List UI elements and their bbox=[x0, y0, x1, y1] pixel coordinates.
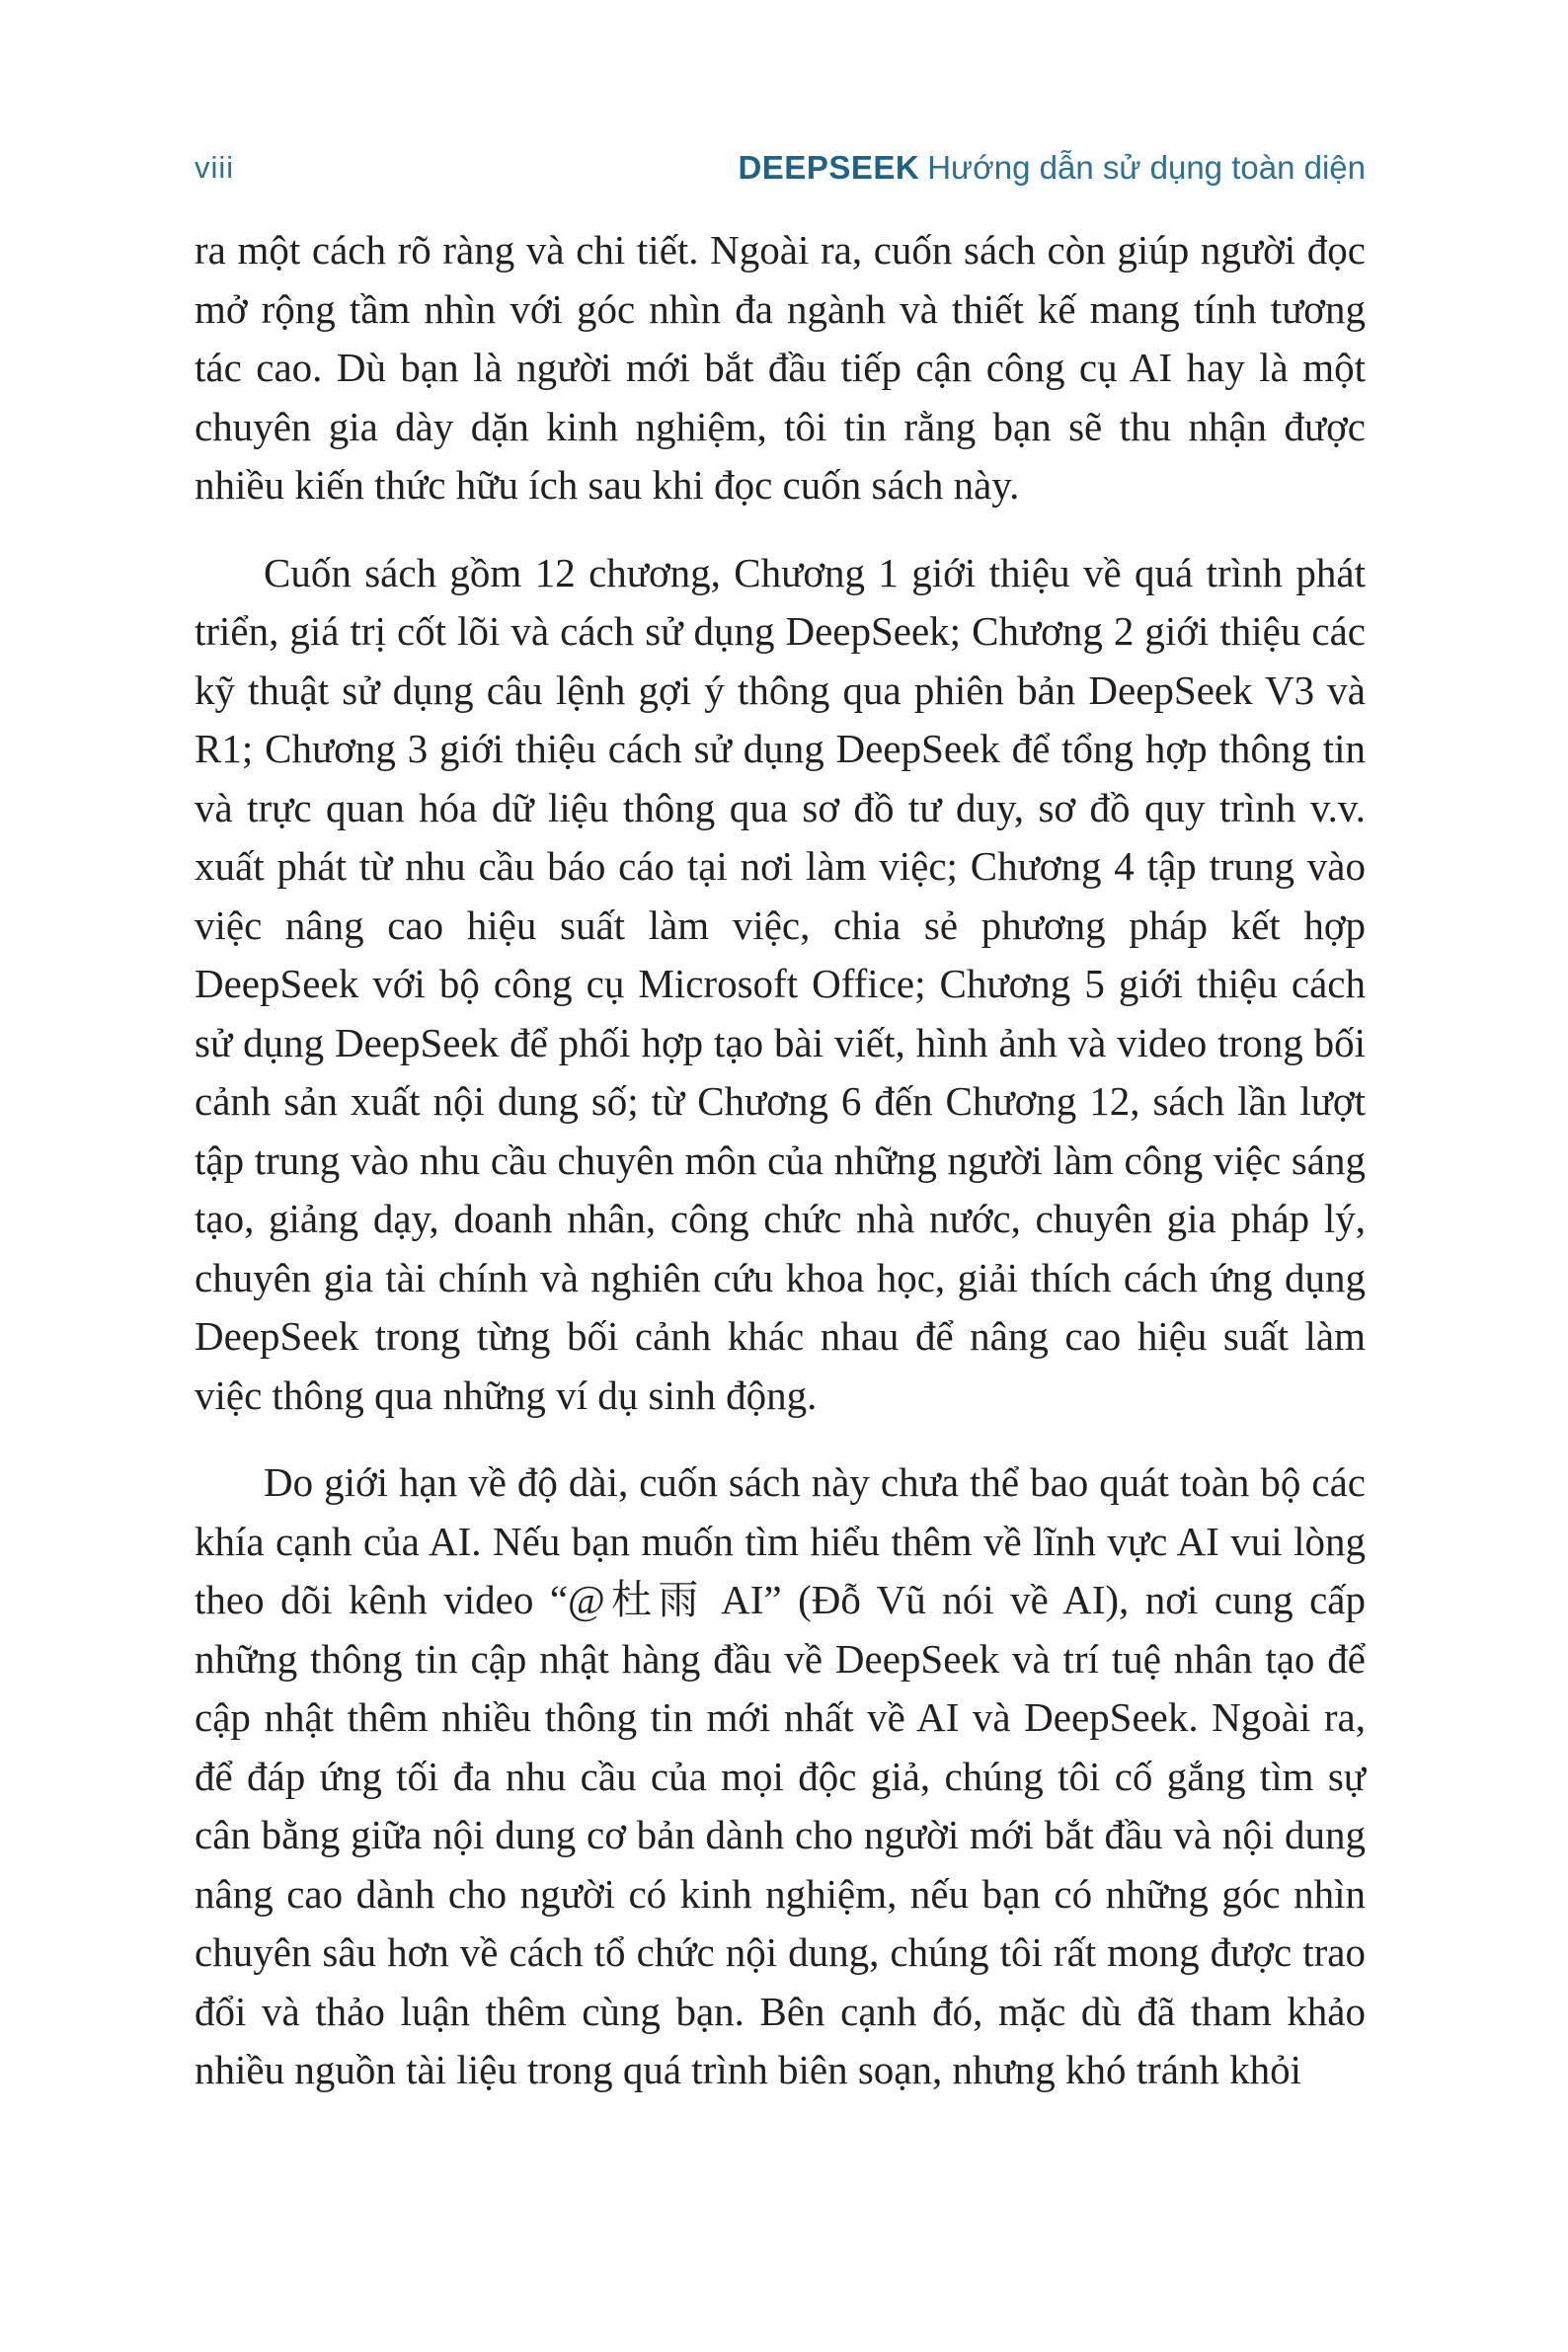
paragraph-limitations: Do giới hạn về độ dài, cuốn sách này chưa thể bao quát toàn bộ các khía cạnh của AI. Nếu bạn muốn tìm hiểu thêm về lĩnh vực AI vui lòng theo dõi kênh video “@杜雨 AI” (Đỗ Vũ nói về AI), nơi cung cấp những thông tin cập nhật hàng đầu về DeepSeek và trí tuệ nhân tạo để cập nhật thêm nhiều thông tin mới nhất về AI và DeepSeek. Ngoài ra, để đáp ứng tối đa nhu cầu của mọi độc giả, chúng tôi cố gắng tìm sự cân bằng giữa nội dung cơ bản dành cho người mới bắt đầu và nội dung nâng cao dành cho người có kinh nghiệm, nếu bạn có những góc nhìn chuyên sâu hơn về cách tổ chức nội dung, chúng tôi rất mong được trao đổi và thảo luận thêm cùng bạn. Bên cạnh đó, mặc dù đã tham khảo nhiều nguồn tài liệu trong quá trình biên soạn, nhưng khó tránh khỏi bbox=[195, 1459, 1366, 2092]
book-brand: DEEPSEEK bbox=[738, 149, 920, 186]
body-text bbox=[195, 221, 1366, 2100]
book-subtitle: Hướng dẫn sử dụng toàn diện bbox=[927, 149, 1366, 186]
paragraph-continuation: ra một cách rõ ràng và chi tiết. Ngoài ra, cuốn sách còn giúp người đọc mở rộng tầm nhìn với góc nhìn đa ngành và thiết kế mang tính tương tác cao. Dù bạn là người mới bắt đầu tiếp cận công cụ AI hay là một chuyên gia dày dặn kinh nghiệm, tôi tin rằng bạn sẽ thu nhận được nhiều kiến thức hữu ích sau khi đọc cuốn sách này. bbox=[195, 227, 1366, 508]
page-number: viii bbox=[195, 150, 235, 185]
paragraph-chapters-overview: Cuốn sách gồm 12 chương, Chương 1 giới thiệu về quá trình phát triển, giá trị cốt lõi và cách sử dụng DeepSeek; Chương 2 giới thiệu các kỹ thuật sử dụng câu lệnh gợi ý thông qua phiên bản DeepSeek V3 và R1; Chương 3 giới thiệu cách sử dụng DeepSeek để tổng hợp thông tin và trực quan hóa dữ liệu thông qua sơ đồ tư duy, sơ đồ quy trình v.v. xuất phát từ nhu cầu báo cáo tại nơi làm việc; Chương 4 tập trung vào việc nâng cao hiệu suất làm việc, chia sẻ phương pháp kết hợp DeepSeek với bộ công cụ Microsoft Office; Chương 5 giới thiệu cách sử dụng DeepSeek để phối hợp tạo bài viết, hình ảnh và video trong bối cảnh sản xuất nội dung số; từ Chương 6 đến Chương 12, sách lần lượt tập trung vào nhu cầu chuyên môn của những người làm công việc sáng tạo, giảng dạy, doanh nhân, công chức nhà nước, chuyên gia pháp lý, chuyên gia tài chính và nghiên cứu khoa học, giải thích cách ứng dụng DeepSeek trong từng bối cảnh khác nhau để nâng cao hiệu suất làm việc thông qua những ví dụ sinh động. bbox=[195, 549, 1366, 1418]
book-title bbox=[738, 149, 1366, 187]
running-header bbox=[195, 138, 1366, 197]
